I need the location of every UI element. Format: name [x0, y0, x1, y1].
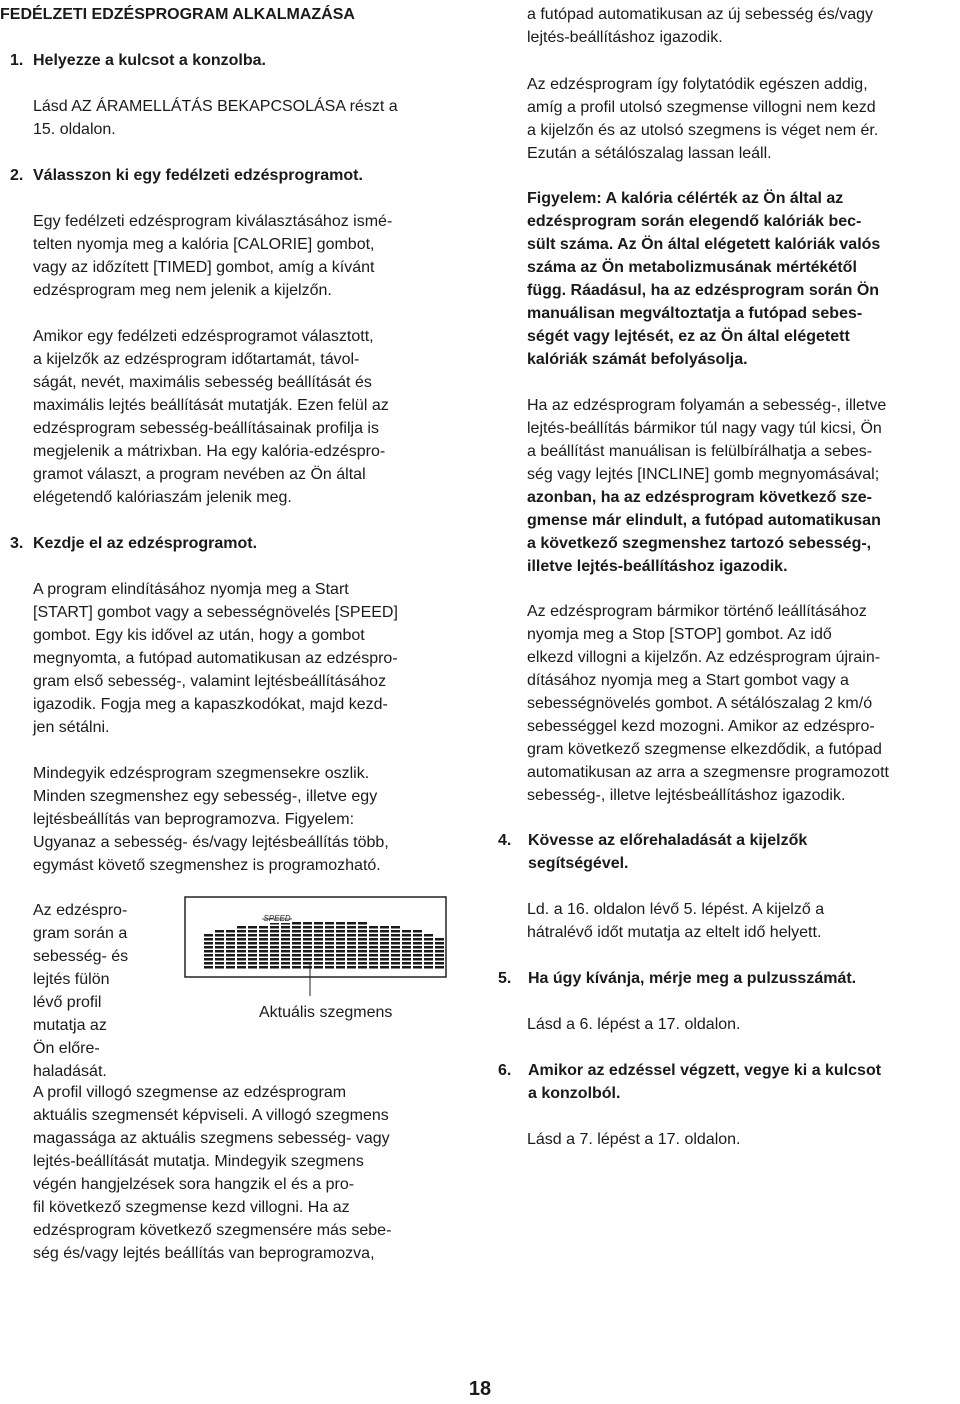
- text-line: A profil villogó szegmense az edzésprogram: [33, 1084, 347, 1101]
- matrix-led: [435, 950, 444, 953]
- matrix-led: [303, 922, 312, 925]
- matrix-led: [402, 950, 411, 953]
- matrix-led: [380, 942, 389, 945]
- matrix-led: [303, 942, 312, 945]
- text-line: sebességnövelés gombot. A sétálószalag 2 km/ó: [527, 695, 873, 712]
- paragraph-treadmill-adjusts: [527, 3, 960, 49]
- text-line: Minden szegmenshez egy sebesség-, illetve egy: [33, 788, 378, 805]
- matrix-led: [292, 950, 301, 953]
- matrix-led: [281, 938, 290, 941]
- text-line: segítségével.: [528, 855, 629, 872]
- matrix-led: [325, 946, 334, 949]
- matrix-led: [369, 942, 378, 945]
- matrix-led: [237, 934, 246, 937]
- text-line: edzésprogram sebesség-beállításainak profilja is: [33, 420, 379, 437]
- matrix-led: [226, 938, 235, 941]
- matrix-led: [314, 954, 323, 957]
- matrix-led: [325, 938, 334, 941]
- matrix-led: [402, 938, 411, 941]
- matrix-led: [281, 946, 290, 949]
- matrix-led: [281, 934, 290, 937]
- text-line: haladását.: [33, 1063, 107, 1080]
- text-line: ságát, nevét, maximális sebesség beállítását és: [33, 374, 372, 391]
- matrix-led: [314, 946, 323, 949]
- text-line: Lásd AZ ÁRAMELLÁTÁS BEKAPCSOLÁSA részt a: [33, 98, 398, 115]
- text-line: Ha úgy kívánja, mérje meg a pulzusszámát.: [528, 970, 857, 987]
- paragraph-manual-override: [527, 394, 960, 486]
- matrix-led: [281, 950, 290, 953]
- text-line: ség és/vagy lejtés beállítás van beprogramozva,: [33, 1245, 375, 1262]
- text-line: Az edzéspro-: [33, 902, 128, 919]
- step-3-title: Kezdje el az edzésprogramot.: [33, 535, 258, 552]
- page-number: 18: [468, 1378, 492, 1400]
- matrix-led: [270, 946, 279, 949]
- text-line: amíg a profil utolsó szegmense villogni nem kezd: [527, 99, 876, 116]
- paragraph-see-step-6: [527, 1013, 960, 1036]
- speed-label: SPEED: [263, 914, 291, 923]
- matrix-led: [391, 934, 400, 937]
- matrix-led: [248, 938, 257, 941]
- text-line: aktuális szegmensét képviseli. A villogó szegmens: [33, 1107, 389, 1124]
- text-line: lévő profil: [33, 994, 102, 1011]
- matrix-led: [336, 922, 345, 925]
- matrix-led: [292, 938, 301, 941]
- text-line: Lásd a 7. lépést a 17. oldalon.: [527, 1131, 741, 1148]
- matrix-led: [215, 954, 224, 957]
- matrix-led: [270, 930, 279, 933]
- paragraph-stop-program: [527, 600, 960, 807]
- text-line: fil következő szegmense kezd villogni. Ha az: [33, 1199, 350, 1216]
- text-line: Ugyanaz a sebesség- és/vagy lejtésbeállítás több,: [33, 834, 389, 851]
- matrix-led: [303, 934, 312, 937]
- matrix-led: [215, 934, 224, 937]
- text-line: kalóriák számát befolyásolja.: [527, 351, 748, 368]
- text-line: gram következő szegmense elkezdődik, a futópad: [527, 741, 882, 758]
- paragraph-flashing-segment: [33, 1081, 473, 1265]
- matrix-led: [226, 946, 235, 949]
- matrix-led: [369, 934, 378, 937]
- paragraph-manual-override-bold: [527, 486, 960, 578]
- matrix-led: [358, 922, 367, 925]
- matrix-led: [347, 922, 356, 925]
- matrix-led: [314, 950, 323, 953]
- matrix-led: [358, 926, 367, 929]
- matrix-led: [369, 938, 378, 941]
- text-line: sebesség-, illetve lejtésbeállításhoz igazodik.: [527, 787, 846, 804]
- text-line: maximális lejtés beállítását mutatják. Ezen felül az: [33, 397, 389, 414]
- text-line: a beállítást manuálisan is felülbírálhatja a sebes-: [527, 443, 873, 460]
- paragraph-display-info: [33, 325, 473, 509]
- matrix-led: [303, 926, 312, 929]
- matrix-led: [281, 930, 290, 933]
- text-line: gram első sebesség-, valamint lejtésbeállításához: [33, 673, 387, 690]
- matrix-led: [391, 930, 400, 933]
- text-line: Amikor egy fedélzeti edzésprogramot választott,: [33, 328, 374, 345]
- text-line: magassága az aktuális szegmens sebesség- vagy: [33, 1130, 390, 1147]
- matrix-led: [292, 942, 301, 945]
- matrix-led: [369, 930, 378, 933]
- step-4-number: 4.: [498, 832, 512, 849]
- current-segment-label: Aktuális szegmens: [259, 1004, 393, 1021]
- text-line: a következő szegmenshez tartozó sebesség-,: [527, 535, 872, 552]
- text-line: Az edzésprogram bármikor történő leállításához: [527, 603, 867, 620]
- matrix-led: [380, 950, 389, 953]
- text-line: A program elindításához nyomja meg a Start: [33, 581, 349, 598]
- matrix-led: [336, 954, 345, 957]
- matrix-led: [391, 954, 400, 957]
- paragraph-select-program: [33, 210, 473, 302]
- matrix-led: [226, 942, 235, 945]
- matrix-led: [402, 934, 411, 937]
- text-line: nyomja meg a Stop [STOP] gombot. Az idő: [527, 626, 832, 643]
- step-2-number: 2.: [10, 167, 24, 184]
- text-line: gramot választ, a program nevében az Ön által: [33, 466, 366, 483]
- matrix-led: [237, 938, 246, 941]
- matrix-led: [424, 938, 433, 941]
- matrix-led: [336, 926, 345, 929]
- matrix-led: [215, 942, 224, 945]
- matrix-led: [259, 934, 268, 937]
- matrix-led: [270, 926, 279, 929]
- matrix-led: [358, 930, 367, 933]
- matrix-led: [314, 922, 323, 925]
- text-line: Kövesse az előrehaladását a kijelzők: [528, 832, 808, 849]
- text-line: lejtésbeállítás van beprogramozva. Figyelem:: [33, 811, 355, 828]
- text-line: edzésprogram meg nem jelenik a kijelzőn.: [33, 282, 332, 299]
- matrix-led: [325, 930, 334, 933]
- matrix-led: [314, 942, 323, 945]
- matrix-led: [314, 938, 323, 941]
- matrix-led: [237, 950, 246, 953]
- matrix-led: [303, 938, 312, 941]
- matrix-led: [369, 954, 378, 957]
- matrix-led: [248, 930, 257, 933]
- matrix-led: [391, 938, 400, 941]
- matrix-led: [248, 946, 257, 949]
- matrix-led: [347, 938, 356, 941]
- matrix-led: [325, 942, 334, 945]
- step-6-title: [528, 1059, 958, 1105]
- step-4-title: [528, 829, 958, 875]
- text-line: Ön előre-: [33, 1040, 100, 1057]
- matrix-led: [303, 930, 312, 933]
- matrix-led: [292, 922, 301, 925]
- text-line: Ha az edzésprogram folyamán a sebesség-, illetve: [527, 397, 887, 414]
- text-line: hátralévő időt mutatja az eltelt idő helyett.: [527, 924, 822, 941]
- matrix-led: [270, 954, 279, 957]
- text-line: a futópad automatikusan az új sebesség és/vagy: [527, 6, 873, 23]
- matrix-led: [226, 930, 235, 933]
- text-line: Mindegyik edzésprogram szegmensekre oszlik.: [33, 765, 370, 782]
- matrix-led: [347, 934, 356, 937]
- matrix-led: [292, 934, 301, 937]
- figure-caption: [33, 899, 163, 1083]
- text-line: a konzolból.: [528, 1085, 621, 1102]
- text-line: mutatja az: [33, 1017, 107, 1034]
- matrix-led: [380, 954, 389, 957]
- text-line: függ. Ráadásul, ha az edzésprogram során Ön: [527, 282, 880, 299]
- step-6-number: 6.: [498, 1062, 512, 1079]
- text-line: telten nyomja meg a kalória [CALORIE] gombot,: [33, 236, 375, 253]
- text-line: egymást követő szegmenshez is programozható.: [33, 857, 381, 874]
- matrix-led: [413, 942, 422, 945]
- matrix-led: [424, 946, 433, 949]
- matrix-led: [204, 942, 213, 945]
- matrix-led: [248, 954, 257, 957]
- text-line: Lásd a 6. lépést a 17. oldalon.: [527, 1016, 741, 1033]
- matrix-led: [303, 954, 312, 957]
- matrix-led: [413, 954, 422, 957]
- matrix-led: [358, 938, 367, 941]
- text-line: azonban, ha az edzésprogram következő sze-: [527, 489, 872, 506]
- matrix-led: [347, 950, 356, 953]
- matrix-led: [402, 954, 411, 957]
- matrix-led: [237, 954, 246, 957]
- matrix-led: [259, 942, 268, 945]
- matrix-led: [215, 930, 224, 933]
- step-5-number: 5.: [498, 970, 512, 987]
- text-line: elkezd villogni a kijelzőn. Az edzésprogram újrain-: [527, 649, 881, 666]
- text-line: Egy fedélzeti edzésprogram kiválasztásához ismé-: [33, 213, 393, 230]
- matrix-led: [325, 934, 334, 937]
- matrix-led: [248, 950, 257, 953]
- matrix-led: [336, 938, 345, 941]
- matrix-led: [259, 930, 268, 933]
- matrix-led: [402, 930, 411, 933]
- text-line: edzésprogram során elegendő kalóriák bec-: [527, 213, 862, 230]
- text-line: automatikusan az arra a szegmensre programozott: [527, 764, 889, 781]
- text-line: végén hangjelzések sora hangzik el és a pro-: [33, 1176, 355, 1193]
- text-line: lejtés-beállítás bármikor túl nagy vagy túl kicsi, Ön: [527, 420, 882, 437]
- matrix-led: [424, 950, 433, 953]
- matrix-led: [237, 926, 246, 929]
- text-line: Ld. a 16. oldalon lévő 5. lépést. A kijelző a: [527, 901, 825, 918]
- page-heading: FEDÉLZETI EDZÉSPROGRAM ALKALMAZÁSA: [0, 6, 355, 23]
- text-line: Amikor az edzéssel végzett, vegye ki a kulcsot: [528, 1062, 882, 1079]
- matrix-led: [358, 946, 367, 949]
- matrix-led: [215, 950, 224, 953]
- paragraph-calorie-note: [527, 187, 960, 371]
- matrix-led: [347, 942, 356, 945]
- text-line: illetve lejtés-beállításhoz igazodik.: [527, 558, 788, 575]
- matrix-led: [292, 954, 301, 957]
- text-line: gombot. Egy kis idővel az után, hogy a gombot: [33, 627, 365, 644]
- matrix-led: [325, 922, 334, 925]
- matrix-led: [325, 926, 334, 929]
- text-line: a kijelzők az edzésprogram időtartamát, távol-: [33, 351, 360, 368]
- matrix-led: [259, 926, 268, 929]
- matrix-led: [292, 930, 301, 933]
- matrix-led: [336, 934, 345, 937]
- matrix-led: [270, 942, 279, 945]
- matrix-led: [347, 930, 356, 933]
- text-line: igazodik. Fogja meg a kapaszkodókat, majd kezd-: [33, 696, 388, 713]
- text-line: edzésprogram következő szegmensére más sebe-: [33, 1222, 392, 1239]
- matrix-led: [424, 954, 433, 957]
- matrix-led: [281, 926, 290, 929]
- matrix-led: [358, 942, 367, 945]
- paragraph-start-program: [33, 578, 473, 739]
- matrix-led: [358, 950, 367, 953]
- text-line: dításához nyomja meg a Start gombot vagy a: [527, 672, 849, 689]
- text-line: 15. oldalon.: [33, 121, 116, 138]
- matrix-led: [259, 950, 268, 953]
- step-1-number: 1.: [10, 52, 24, 69]
- matrix-led: [314, 934, 323, 937]
- text-line: megjelenik a mátrixban. Ha egy kalória-edzéspro-: [33, 443, 386, 460]
- matrix-led: [435, 954, 444, 957]
- matrix-led: [259, 938, 268, 941]
- text-line: elégetendő kalóriaszám jelenik meg.: [33, 489, 292, 506]
- matrix-led: [369, 926, 378, 929]
- matrix-led: [347, 954, 356, 957]
- matrix-led: [336, 950, 345, 953]
- matrix-led: [336, 942, 345, 945]
- matrix-led: [435, 946, 444, 949]
- text-line: vagy az időzített [TIMED] gombot, amíg a kívánt: [33, 259, 375, 276]
- matrix-led: [369, 946, 378, 949]
- matrix-led: [204, 934, 213, 937]
- paragraph-power-ref: [33, 95, 473, 141]
- text-line: lejtés-beállítását mutatja. Mindegyik szegmens: [33, 1153, 364, 1170]
- paragraph-see-step-7: [527, 1128, 960, 1151]
- text-line: ségét vagy lejtését, ez az Ön által elégetett: [527, 328, 850, 345]
- matrix-led: [325, 950, 334, 953]
- matrix-led: [226, 950, 235, 953]
- matrix-led: [391, 926, 400, 929]
- matrix-led: [281, 942, 290, 945]
- matrix-led: [380, 934, 389, 937]
- text-line: megnyomta, a futópad automatikusan az edzéspro-: [33, 650, 398, 667]
- text-line: sült száma. Az Ön által elégetett kalóriák valós: [527, 236, 881, 253]
- matrix-led: [402, 942, 411, 945]
- matrix-led: [369, 950, 378, 953]
- matrix-led: [380, 926, 389, 929]
- matrix-led: [413, 938, 422, 941]
- matrix-led: [215, 938, 224, 941]
- matrix-led: [248, 942, 257, 945]
- matrix-led: [391, 946, 400, 949]
- matrix-led: [237, 930, 246, 933]
- matrix-led: [314, 926, 323, 929]
- matrix-led: [204, 946, 213, 949]
- matrix-led: [303, 946, 312, 949]
- matrix-led: [314, 930, 323, 933]
- matrix-led: [204, 950, 213, 953]
- matrix-led: [325, 954, 334, 957]
- paragraph-display-time: [527, 898, 960, 944]
- matrix-led: [336, 946, 345, 949]
- matrix-led: [358, 934, 367, 937]
- matrix-led: [226, 934, 235, 937]
- matrix-led: [358, 954, 367, 957]
- text-line: gram során a: [33, 925, 128, 942]
- text-line: manuálisan megváltoztatja a futópad sebes-: [527, 305, 863, 322]
- matrix-led: [336, 930, 345, 933]
- text-line: száma az Ön metabolizmusának mértékétől: [527, 259, 857, 276]
- matrix-led: [435, 938, 444, 941]
- step-3-number: 3.: [10, 535, 24, 552]
- matrix-led: [292, 946, 301, 949]
- matrix-led: [347, 946, 356, 949]
- text-line: sebesség- és: [33, 948, 129, 965]
- matrix-led: [380, 946, 389, 949]
- matrix-led: [380, 938, 389, 941]
- matrix-led: [248, 926, 257, 929]
- matrix-led: [413, 946, 422, 949]
- matrix-led: [281, 954, 290, 957]
- step-2-title: Válasszon ki egy fedélzeti edzésprogramot.: [33, 167, 363, 184]
- matrix-led: [204, 954, 213, 957]
- matrix-led: [424, 934, 433, 937]
- matrix-led: [391, 942, 400, 945]
- text-line: a kijelzőn és az utolsó szegmens is véget nem ér.: [527, 122, 879, 139]
- matrix-led: [270, 938, 279, 941]
- matrix-led: [270, 950, 279, 953]
- text-line: lejtés fülön: [33, 971, 110, 988]
- step-5-title: [528, 967, 958, 990]
- matrix-led: [347, 926, 356, 929]
- text-line: Az edzésprogram így folytatódik egészen addig,: [527, 76, 868, 93]
- matrix-led: [204, 938, 213, 941]
- matrix-led: [380, 930, 389, 933]
- paragraph-program-continues: [527, 73, 960, 165]
- text-line: Ezután a sétálószalag lassan leáll.: [527, 145, 772, 162]
- matrix-led: [226, 954, 235, 957]
- matrix-led: [215, 946, 224, 949]
- text-line: Figyelem: A kalória célérték az Ön által az: [527, 190, 844, 207]
- matrix-led: [413, 950, 422, 953]
- text-line: ség vagy lejtés [INCLINE] gomb megnyomásával;: [527, 466, 880, 483]
- matrix-led: [402, 946, 411, 949]
- text-line: [START] gombot vagy a sebességnövelés [SPEED]: [33, 604, 398, 621]
- matrix-led: [270, 934, 279, 937]
- matrix-led: [413, 930, 422, 933]
- matrix-led: [237, 946, 246, 949]
- matrix-led: [413, 934, 422, 937]
- paragraph-segments: [33, 762, 473, 877]
- matrix-led: [259, 954, 268, 957]
- step-1-title: Helyezze a kulcsot a konzolba.: [33, 52, 266, 69]
- text-line: lejtés-beállításhoz igazodik.: [527, 29, 723, 46]
- matrix-led: [292, 926, 301, 929]
- text-line: jen sétálni.: [33, 719, 110, 736]
- matrix-led: [237, 942, 246, 945]
- matrix-led: [248, 934, 257, 937]
- text-line: sebességgel kezd mozogni. Amikor az edzéspro-: [527, 718, 875, 735]
- matrix-led: [435, 942, 444, 945]
- text-line: gmense már elindult, a futópad automatikusan: [527, 512, 881, 529]
- matrix-led: [259, 946, 268, 949]
- matrix-led: [424, 942, 433, 945]
- matrix-led: [303, 950, 312, 953]
- matrix-led: [391, 950, 400, 953]
